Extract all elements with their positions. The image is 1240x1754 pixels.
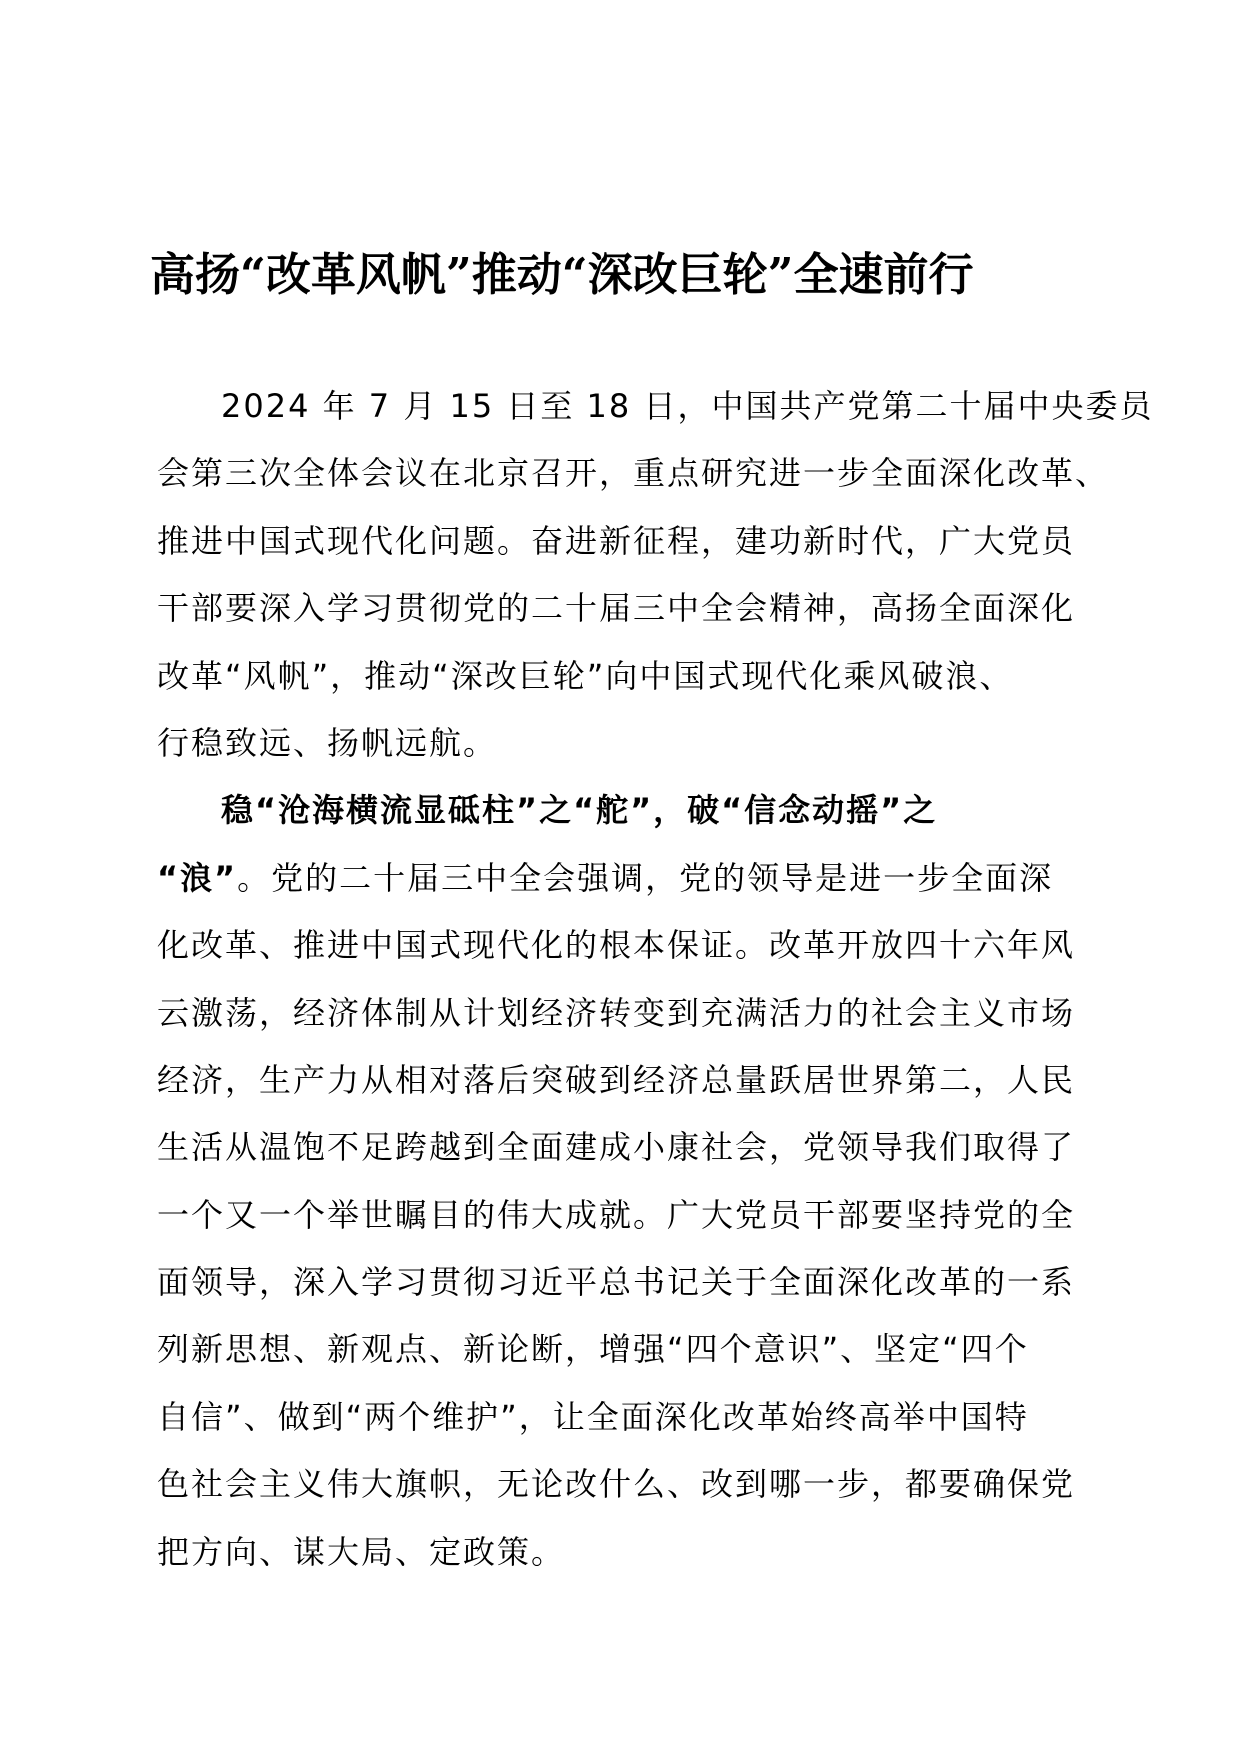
paragraph-2-line: 面领导，深入学习贯彻习近平总书记关于全面深化改革的一系 <box>157 1263 1076 1302</box>
paragraph-1-line: 干部要深入学习贯彻党的二十届三中全会精神，高扬全面深化 <box>157 589 1076 628</box>
paragraph-2-line: 化改革、推进中国式现代化的根本保证。改革开放四十六年风 <box>157 926 1076 965</box>
paragraph-2-line: 生活从温饱不足跨越到全面建成小康社会，党领导我们取得了 <box>157 1128 1076 1167</box>
paragraph-2-line: 色社会主义伟大旗帜，无论改什么、改到哪一步，都要确保党 <box>157 1465 1076 1504</box>
document-body <box>157 373 1154 1586</box>
paragraph-1-line: 改革“风帆”，推动“深改巨轮”向中国式现代化乘风破浪、 <box>157 656 1014 695</box>
section-heading-end: “浪” <box>157 858 238 897</box>
paragraph-1-line: 行稳致远、扬帆远航。 <box>157 723 498 762</box>
document-title: 高扬“改革风帆”推动“深改巨轮”全速前行 <box>150 248 974 301</box>
paragraph-2-line: 自信”、做到“两个维护”，让全面深化改革始终高举中国特 <box>157 1397 1029 1436</box>
paragraph-2-line-text: 。党的二十届三中全会强调，党的领导是进一步全面深 <box>237 858 1054 897</box>
paragraph-2-line <box>157 845 1077 912</box>
paragraph-1-line: 2024 年 7 月 15 日至 18 日，中国共产党第二十届中央委员 <box>221 387 1154 425</box>
paragraph-2-line: 把方向、谋大局、定政策。 <box>157 1532 566 1571</box>
paragraph-2-line: 一个又一个举世瞩目的伟大成就。广大党员干部要坚持党的全 <box>157 1195 1076 1234</box>
paragraph-2-line: 列新思想、新观点、新论断，增强“四个意识”、坚定“四个 <box>157 1330 1029 1369</box>
paragraph-1-line: 推进中国式现代化问题。奋进新征程，建功新时代，广大党员 <box>157 521 1076 560</box>
section-heading: 稳“沧海横流显砥柱”之“舵”，破“信念动摇”之 <box>221 791 938 830</box>
paragraph-2-line: 云激荡，经济体制从计划经济转变到充满活力的社会主义市场 <box>157 993 1076 1032</box>
paragraph-2-line: 经济，生产力从相对落后突破到经济总量跃居世界第二，人民 <box>157 1060 1076 1099</box>
paragraph-1-line: 会第三次全体会议在北京召开，重点研究进一步全面深化改革、 <box>157 454 1110 493</box>
